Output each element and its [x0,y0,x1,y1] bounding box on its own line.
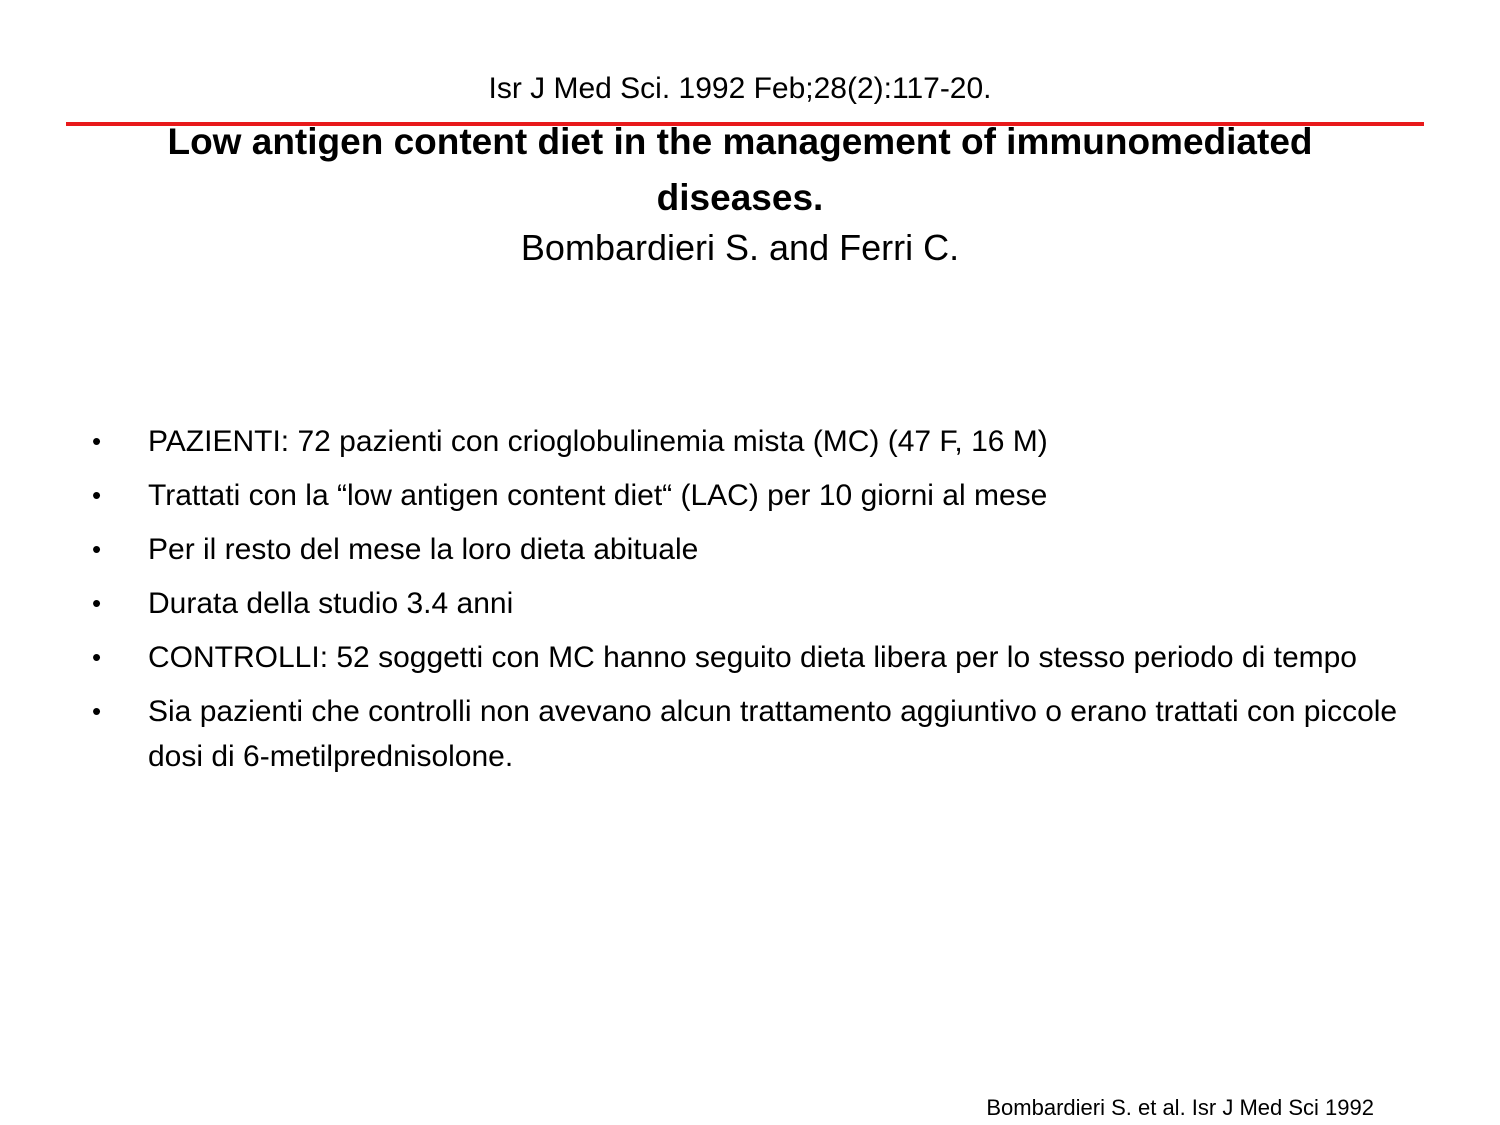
bullet-text: Durata della studio 3.4 anni [148,587,514,620]
bullet-icon: • [92,534,102,564]
footer-reference: Bombardieri S. et al. Isr J Med Sci 1992 [986,1095,1374,1120]
bullet-icon: • [92,588,102,618]
bullet-icon: • [92,426,102,456]
authors: Bombardieri S. and Ferri C. [520,227,960,268]
bullet-item [90,635,1430,680]
bullet-icon: • [92,480,102,510]
bullet-item [90,689,1430,779]
bullet-text: Sia pazienti che controlli non avevano alcun trattamento aggiuntivo o erano trattati con piccole dosi di 6-metilprednisolone. [148,695,1398,773]
bullet-item [90,581,1430,626]
bullet-item [90,419,1430,464]
bullet-text: CONTROLLI: 52 soggetti con MC hanno seguito dieta libera per lo stesso periodo di tempo [148,641,1357,674]
bullet-text: Trattati con la “low antigen content diet“ (LAC) per 10 giorni al mese [148,479,1048,512]
citation: Isr J Med Sci. 1992 Feb;28(2):117-20. [488,72,992,105]
bullet-icon: • [92,696,102,726]
bullet-list [90,419,1430,788]
bullet-icon: • [92,642,102,672]
bullet-text: PAZIENTI: 72 pazienti con crioglobulinemia mista (MC) (47 F, 16 M) [148,425,1048,458]
bullet-item [90,473,1430,518]
slide-title: Low antigen content diet in the management of immunomediated diseases. [167,121,1313,218]
bullet-text: Per il resto del mese la loro dieta abituale [148,533,699,566]
bullet-item [90,527,1430,572]
